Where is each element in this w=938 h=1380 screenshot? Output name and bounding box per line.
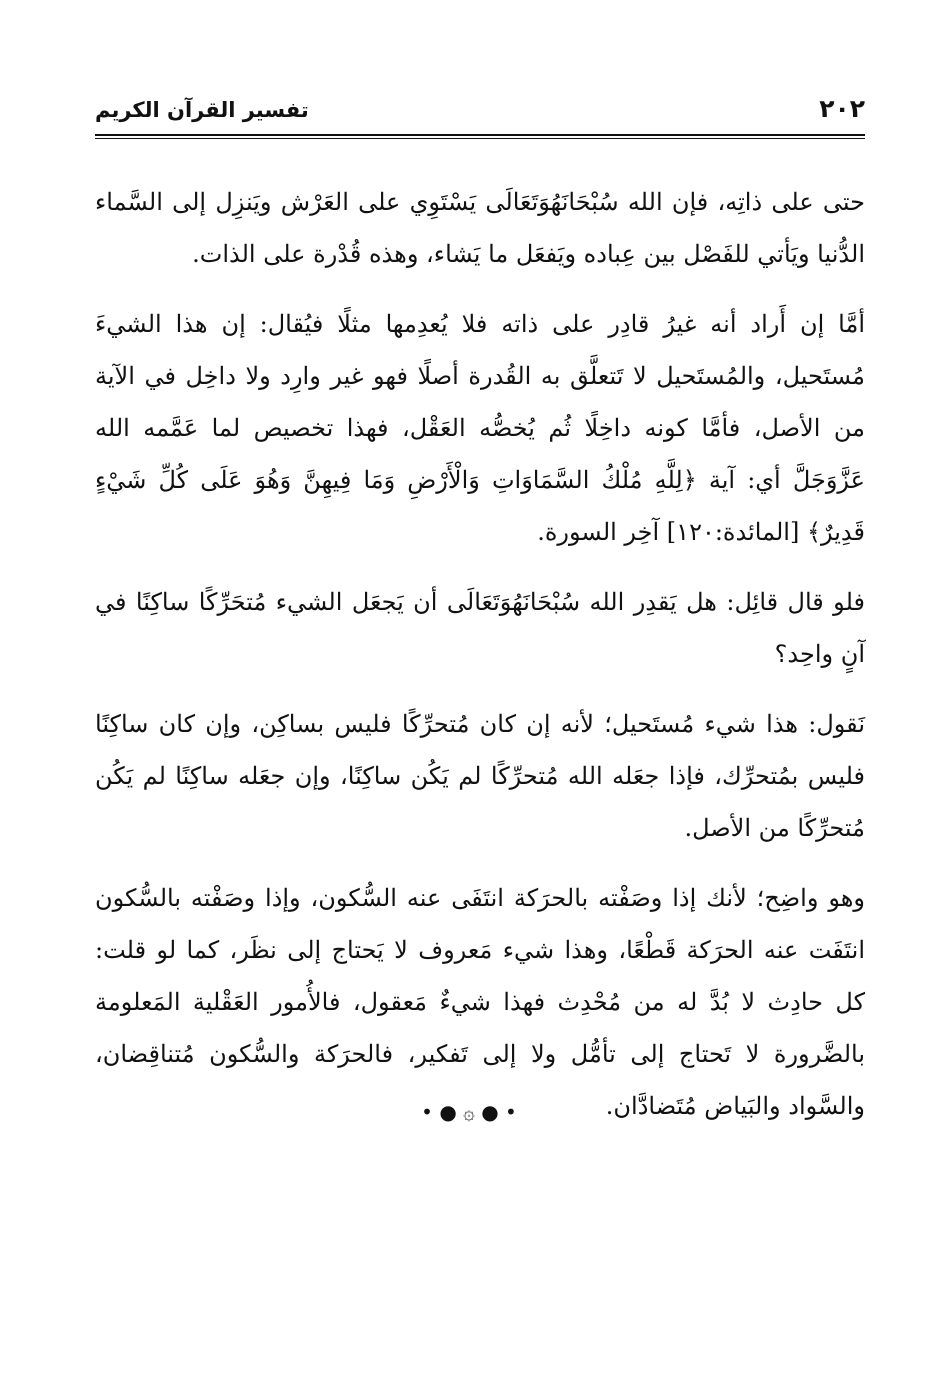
book-title: تفسير القرآن الكريم [95, 98, 309, 122]
paragraph-1: حتى على ذاتِه، فإن الله سُبْحَانَهُوَتَعَالَى يَسْتَوِي على العَرْش ويَنزِل إلى السَّماء الدُّنيا ويَأتي للفَصْل بين عِباده ويَفعَل ما يَشاء، وهذه قُدْرة على الذات. [95, 188, 865, 268]
paragraph-4: نَقول: هذا شيء مُستَحيل؛ لأنه إن كان مُتحرِّكًا فليس بساكِن، وإن كان ساكِنًا فليس بمُتحرِّك، فإذا جعَله الله مُتحرِّكًا لم يَكُن ساكِنًا، وإن جعَله ساكِنًا لم يَكُن مُتحرِّكًا من الأصل. [95, 710, 865, 842]
paragraph-5: وهو واضِح؛ لأنك إذا وصَفْته بالحرَكة انتَفَى عنه السُّكون، وإذا وصَفْته بالسُّكون انتَفَت عنه الحرَكة قَطْعًا، وهذا شيء مَعروف لا يَحتاج إلى نظَر، كما لو قلت: كل حادِث لا بُدَّ له من مُحْدِث فهذا شيءٌ مَعقول، فالأُمور العَقْلية المَعلومة بالضَّرورة لا تَحتاج إلى تأمُّل ولا إلى تَفكير، فالحرَكة والسُّكون مُتناقِضان، والسَّواد والبَياض مُتَضادَّان. [95, 884, 865, 1120]
header-rule-thin [95, 138, 865, 139]
section-end-ornament: • ● ۞ ● • [421, 1100, 517, 1124]
paragraph-3: فلو قال قائِل: هل يَقدِر الله سُبْحَانَهُوَتَعَالَى أن يَجعَل الشيء مُتحَرِّكًا ساكِنًا في آنٍ واحِد؟ [95, 588, 865, 668]
paragraph-2: أمَّا إن أَراد أنه غيرُ قادِر على ذاته فلا يُعدِمها مثلًا فيُقال: إن هذا الشيءَ مُستَحيل، والمُستَحيل لا تَتعلَّق به القُدرة أصلًا فهو غير وارِد ولا داخِل في الآية من الأصل، فأمَّا كونه داخِلًا ثُم يُخصُّه العَقْل، فهذا تخصيص لما عَمَّمه الله عَزَّوَجَلَّ أي: آية ﴿لِلَّهِ مُلْكُ السَّمَاوَاتِ وَالْأَرْضِ وَمَا فِيهِنَّ وَهُوَ عَلَى كُلِّ شَيْءٍ قَدِيرٌ﴾ [المائدة:١٢٠] آخِر السورة. [95, 310, 865, 546]
page-header [95, 94, 865, 132]
page-body [95, 176, 865, 1150]
page-number: ٢٠٢ [819, 94, 865, 123]
header-rule [95, 134, 865, 136]
